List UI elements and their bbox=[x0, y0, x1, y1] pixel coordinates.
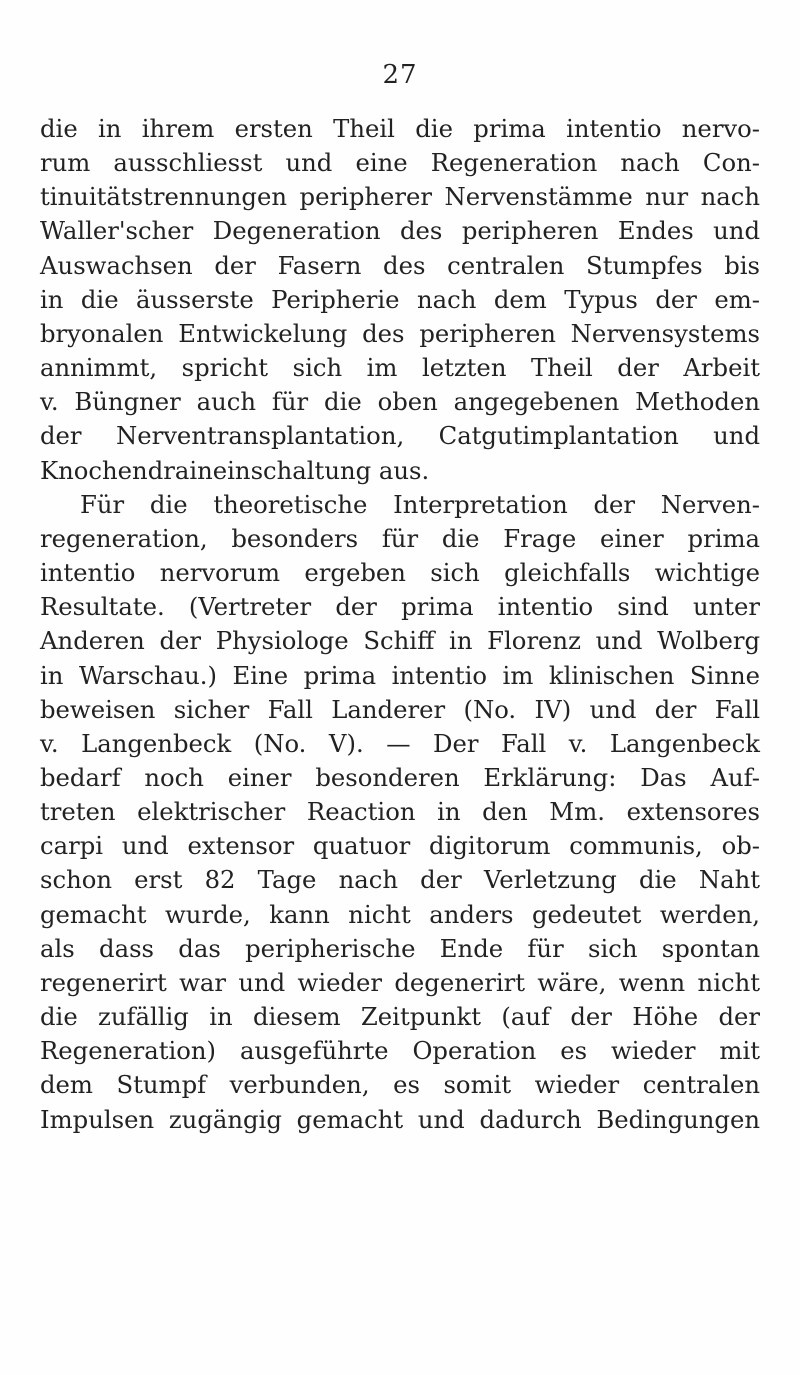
page-number: 27 bbox=[382, 60, 418, 90]
text-line: Regeneration) ausgeführte Operation es wieder mit bbox=[40, 1036, 760, 1066]
text-line: Waller'scher Degeneration des peripheren Endes und bbox=[40, 216, 760, 246]
text-line: carpi und extensor quatuor digitorum communis, ob- bbox=[40, 831, 760, 861]
text-line: rum ausschliesst und eine Regeneration nach Con- bbox=[40, 148, 760, 178]
text-line: v. Langenbeck (No. V). — Der Fall v. Langenbeck bbox=[40, 728, 760, 758]
text-line: bedarf noch einer besonderen Erklärung: Das Auf- bbox=[40, 762, 760, 792]
text-line: Auswachsen der Fasern des centralen Stumpfes bis bbox=[40, 250, 760, 280]
text-line: annimmt, spricht sich im letzten Theil der Arbeit bbox=[40, 353, 760, 383]
text-line: Anderen der Physiologe Schiff in Florenz und Wolberg bbox=[40, 626, 760, 656]
text-line-paragraph-end: Knochendraineinschaltung aus. bbox=[40, 455, 430, 485]
text-line: in die äusserste Peripherie nach dem Typus der em- bbox=[40, 284, 760, 314]
body-text bbox=[40, 112, 760, 1137]
text-line: als dass das peripherische Ende für sich spontan bbox=[40, 933, 760, 963]
text-line-paragraph-start: Für die theoretische Interpretation der Nerven- bbox=[80, 489, 760, 519]
text-line: die zufällig in diesem Zeitpunkt (auf der Höhe der bbox=[40, 1002, 760, 1032]
text-line: die in ihrem ersten Theil die prima intentio nervo- bbox=[40, 114, 760, 143]
text-line: intentio nervorum ergeben sich gleichfalls wichtige bbox=[40, 558, 760, 588]
text-line: regenerirt war und wieder degenerirt wäre, wenn nicht bbox=[40, 967, 760, 997]
text-line: bryonalen Entwickelung des peripheren Nervensystems bbox=[40, 318, 760, 348]
text-line: dem Stumpf verbunden, es somit wieder centralen bbox=[40, 1070, 760, 1100]
text-line: regeneration, besonders für die Frage einer prima bbox=[40, 523, 760, 553]
text-line: tinuitätstrennungen peripherer Nervenstämme nur nach bbox=[40, 182, 760, 212]
text-line: gemacht wurde, kann nicht anders gedeutet werden, bbox=[40, 899, 760, 929]
text-line: treten elektrischer Reaction in den Mm. extensores bbox=[40, 797, 760, 827]
text-line: Resultate. (Vertreter der prima intentio sind unter bbox=[40, 592, 760, 622]
text-line: schon erst 82 Tage nach der Verletzung die Naht bbox=[40, 865, 760, 895]
text-line: der Nerventransplantation, Catgutimplantation und bbox=[40, 421, 760, 451]
text-line: v. Büngner auch für die oben angegebenen Methoden bbox=[40, 387, 760, 417]
text-line: Impulsen zugängig gemacht und dadurch Bedingungen bbox=[40, 1104, 760, 1134]
text-line: in Warschau.) Eine prima intentio im klinischen Sinne bbox=[40, 660, 760, 690]
text-line: beweisen sicher Fall Landerer (No. IV) und der Fall bbox=[40, 694, 760, 724]
